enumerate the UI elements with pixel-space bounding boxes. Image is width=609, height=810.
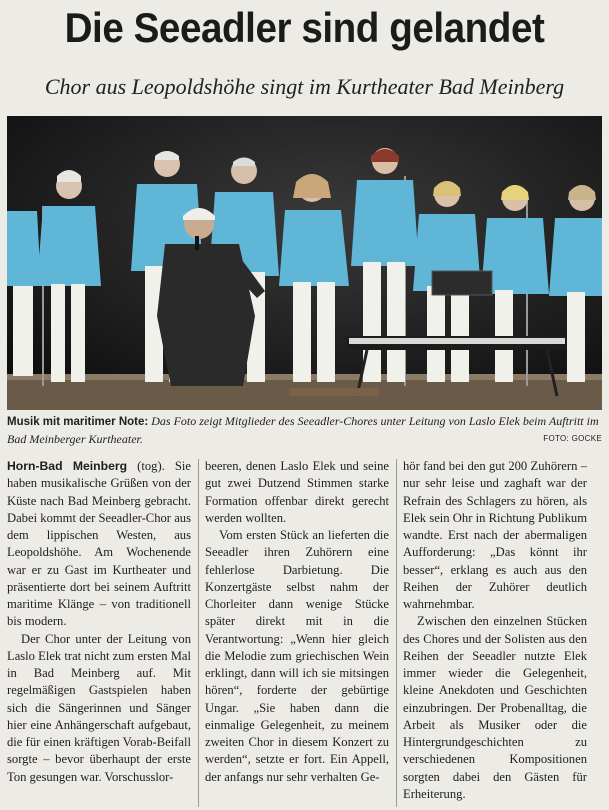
choir-photo — [7, 116, 602, 410]
paragraph: beeren, denen Laslo Elek und seine gut zwei Dutzend Stimmen starke Formation offenbar direkt gerecht werden wollten. — [205, 459, 389, 525]
paragraph — [7, 458, 191, 631]
subheadline: Chor aus Leopoldshöhe singt im Kurtheater Bad Meinberg — [44, 74, 565, 99]
caption-lead: Musik mit maritimer Note: — [7, 416, 149, 428]
paragraph-text: (tog). Sie haben musikalische Grüßen von der Küste nach Bad Meinberg gebracht. Dabei kommt der Seeadler-Chor aus dem lippischen Westen, aus Leopoldshöhe. Am Wochenende war er zu Gast im Kurtheater und präsentierte dort bei seinem Auftritt maritime Klänge – von traditionell bis modern. — [7, 459, 191, 629]
article-column-1 — [7, 458, 191, 808]
photo-credit: FOTO: GOCKE — [543, 434, 602, 443]
photo-caption — [7, 413, 602, 449]
column-rule — [396, 459, 397, 807]
paragraph: hör fand bei den gut 200 Zuhörern – nur sehr leise und zaghaft war der Refrain des Schlagers zu hören, als Elek sein Ohr in Richtung Publikum wandte. Erst nach der abermaligen Aufforderung: „Das könnt ihr besser“, erklang es auch aus den Reihen der Zuhörer deutlich wahrnehmbar. — [403, 459, 587, 611]
column-rule — [198, 459, 199, 807]
dateline: Horn-Bad Meinberg — [7, 459, 128, 473]
choir-photo-illustration — [7, 116, 602, 410]
article-column-3 — [403, 458, 587, 808]
headline: Die Seeadler sind gelandet — [64, 4, 545, 51]
piano-bench — [289, 388, 379, 396]
caption-text: Das Foto zeigt Mitglieder des Seeadler-Chores unter Leitung von Laslo Elek beim Auftritt im Bad Meinberger Kurtheater. — [7, 414, 599, 446]
music-stand — [432, 271, 492, 295]
paragraph: Der Chor unter der Leitung von Laslo Elek trat nicht zum ersten Mal in Bad Meinberg auf. Mit regelmäßigen Gastspielen haben sich die Sängerinnen und Sänger hier eine Anhängerschaft aufgebaut, die für einen kräftigen Vorab-Beifall sorgte – bevor überhaupt der erste Ton gesungen war. Vorschusslor- — [7, 631, 191, 784]
article-column-2 — [205, 458, 389, 808]
paragraph: Zwischen den einzelnen Stücken des Chores und der Solisten aus den Reihen der Seeadler nutzte Elek immer wieder die Gelegenheit, kleine Anekdoten und Geschichten einzubringen. Der Probenalltag, die Arbeit als Musiker oder die Hintergrundgeschichten zu verschiedenen Kompositionen sorgten dabei den Gästen für Erheiterung. — [403, 614, 587, 801]
paragraph: Vom ersten Stück an lieferten die Seeadler ihren Zuhörern eine fehlerlose Darbietung. Die Konzertgäste selbst nahm der Chorleiter dann wenige Stücke später direkt mit in die Verantwortung: „Wenn hier gleich die Melodie zum griechischen Wein erklingt, dann will ich sie mitsingen hören“, forderte der gebürtige Ungar. „Sie haben dann die einmalige Gelegenheit, zu meinem zweiten Chor in diesem Konzert zu werden“, setzte er fort. Ein Appell, der anfangs nur sehr verhalten Ge- — [205, 528, 389, 784]
